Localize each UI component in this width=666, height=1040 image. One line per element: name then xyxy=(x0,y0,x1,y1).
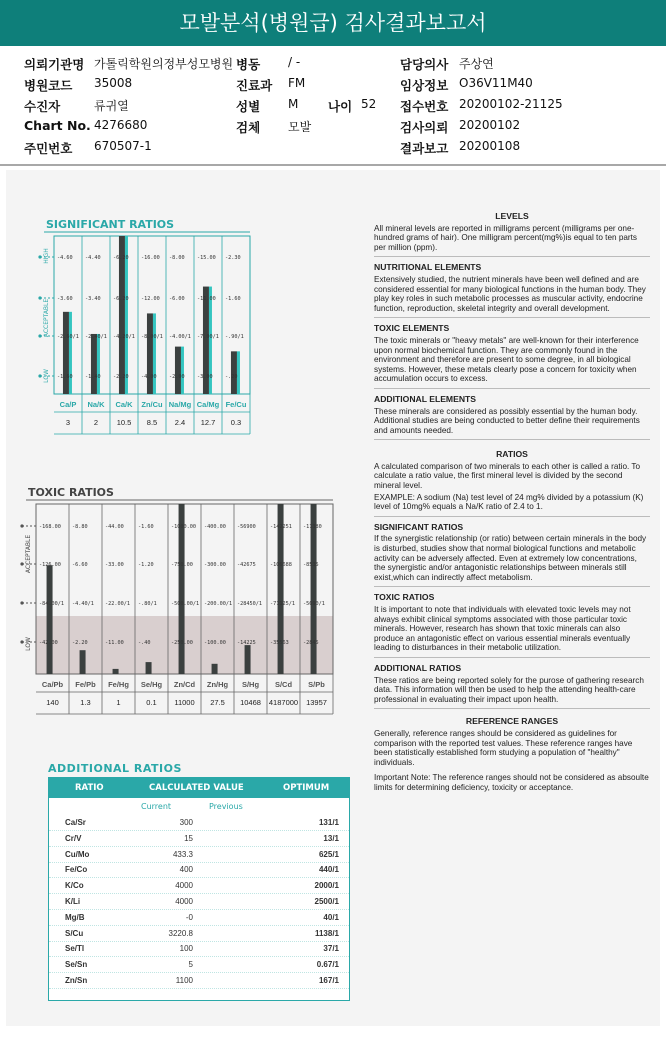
additional-ratios-text: These ratios are being reported solely for the purose of gathering research data. This information will then be used to help the attending health-care professional in evaluating their impact upon health. xyxy=(374,675,644,704)
ratio-name: S/Hg xyxy=(241,680,260,689)
tick-label: -1.40 xyxy=(85,374,101,380)
levels-text: All mineral levels are reported in milligrams percent (milligrams per one-hundred grams of hair). One milligram percent(mg%)is equal to ten parts per million (ppm). xyxy=(374,223,638,252)
tick-label: -.80/1 xyxy=(138,601,157,607)
tick-label: -15.00 xyxy=(197,255,216,261)
additional-row xyxy=(49,831,349,847)
label-resident-no: 주민번호 xyxy=(24,141,73,156)
ratio-name: Zn/Hg xyxy=(206,680,229,689)
ratio-result: 10.5 xyxy=(116,418,132,427)
ratio-result: 11000 xyxy=(174,698,195,707)
tick-label: -4.00 xyxy=(141,374,157,380)
ratio-name: Zn/Cd xyxy=(173,680,196,689)
ratio-bar xyxy=(80,650,86,674)
label-department: 진료과 xyxy=(236,78,273,93)
tick-label: -2.20 xyxy=(72,640,88,646)
header-ratio: RATIO xyxy=(75,783,104,793)
range-label: ACCEPTABLE xyxy=(43,298,50,338)
ratio-bar-accent xyxy=(181,347,184,394)
additional-row xyxy=(49,957,349,973)
additional-row xyxy=(49,926,349,942)
label-receipt-no: 접수번호 xyxy=(400,99,449,114)
ratio-name: Fe/Cu xyxy=(225,400,247,409)
tick-label: -42675 xyxy=(237,562,256,568)
additional-row xyxy=(49,941,349,957)
tick-label: -33.00 xyxy=(105,562,124,568)
tick-label: -8.80 xyxy=(72,524,88,530)
tick-label: -750.00 xyxy=(171,562,193,568)
value-sex: M xyxy=(288,97,299,111)
current-cell: 5 xyxy=(188,960,193,970)
ratio-cell: K/Co xyxy=(65,881,84,891)
tick-label: -1.60 xyxy=(57,374,73,380)
tick-label: -8535 xyxy=(303,562,319,568)
current-cell: 15 xyxy=(184,833,193,843)
value-department: FM xyxy=(288,76,306,90)
label-sex: 성별 xyxy=(236,99,261,114)
ratio-bar xyxy=(147,313,153,394)
additional-elements-heading: ADDITIONAL ELEMENTS xyxy=(374,393,477,404)
label-doctor: 담당의사 xyxy=(400,57,449,72)
toxic-elements-heading: TOXIC ELEMENTS xyxy=(374,323,450,334)
current-cell: 1100 xyxy=(175,976,193,985)
tick-label: -56900 xyxy=(237,524,256,530)
ratio-name: Ca/P xyxy=(59,400,77,409)
tick-label: -3.60 xyxy=(57,296,73,302)
ratio-name: Ca/Pb xyxy=(41,680,64,689)
ratio-result: 8.5 xyxy=(146,418,158,427)
header-calculated: CALCULATED VALUE xyxy=(149,783,244,793)
header-current: Current xyxy=(141,802,172,811)
value-request-date: 20200102 xyxy=(459,118,521,132)
value-hospital-code: 35008 xyxy=(94,76,133,90)
value-clinical-info: O36V11M40 xyxy=(459,76,533,90)
ratio-name: Fe/Hg xyxy=(108,680,129,689)
ratio-cell: S/Cu xyxy=(65,928,84,938)
tick-label: -4.00/1 xyxy=(169,334,191,340)
current-cell: 400 xyxy=(179,865,193,875)
ratio-name: S/Cd xyxy=(274,680,293,689)
tick-label: -4.40/1 xyxy=(72,601,94,607)
tick-label: -1000.00 xyxy=(171,524,196,530)
divider xyxy=(374,388,650,389)
tick-label: -2.60/1 xyxy=(57,334,79,340)
tick-label: -142251 xyxy=(270,524,292,530)
tick-label: -6.20 xyxy=(113,255,129,261)
report-title: 모발분석(병원급) 검사결과보고서 xyxy=(0,0,666,46)
levels-heading: LEVELS xyxy=(495,211,529,221)
tick-label: -6.20 xyxy=(113,296,129,302)
ratio-bar-accent xyxy=(69,312,72,394)
optimum-cell: 625/1 xyxy=(318,849,339,859)
tick-label: -3.40 xyxy=(85,296,101,302)
value-patient: 류귀열 xyxy=(94,99,129,113)
ratio-result: 4187000 xyxy=(268,698,299,707)
current-cell: 3220.8 xyxy=(168,928,193,938)
ratio-bar xyxy=(47,565,53,674)
chart-title: TOXIC RATIOS xyxy=(28,486,114,499)
info-divider xyxy=(0,164,666,166)
optimum-cell: 2500/1 xyxy=(314,897,339,906)
tick-dot xyxy=(20,640,23,643)
optimum-cell: 1138/1 xyxy=(314,928,339,938)
tick-label: -250.00 xyxy=(171,640,193,646)
ratio-name: Na/K xyxy=(87,400,105,409)
ratios-text: A calculated comparison of two minerals to each other is called a ratio. To calculate a ratio value, the first mineral level is divided by the second mineral level. xyxy=(374,461,641,491)
ratio-result: 2.4 xyxy=(174,418,186,427)
ratio-bar xyxy=(212,664,218,674)
ratio-bar xyxy=(146,662,152,674)
tick-label: -1.60 xyxy=(138,524,154,530)
current-cell: 100 xyxy=(179,944,193,954)
optimum-cell: 0.67/1 xyxy=(316,960,339,970)
label-chart-no: Chart No. xyxy=(24,118,91,133)
ratio-name: S/Pb xyxy=(308,680,325,689)
ratio-bar xyxy=(231,351,237,394)
tick-label: -4.40 xyxy=(85,255,101,261)
ratio-result: 0.3 xyxy=(230,418,242,427)
divider xyxy=(374,657,650,658)
current-cell: 4000 xyxy=(175,881,193,891)
tick-label: -3.00 xyxy=(197,374,213,380)
significant-ratios-text: If the synergistic relationship (or ratio) between certain minerals in the body is disturbed, studies show that normal biological functions and metabolic activity can be adversely affected. Even at extremely low concentrations, the synergistic and/or antagonistic relationships between minerals still exist,which can indirectly affect metabolism. xyxy=(374,534,647,582)
important-note: Important Note: The reference ranges should not be considered as absoulte limits for determining deficiency, toxicity or acceptance. xyxy=(374,773,649,792)
tick-label: -.20 xyxy=(225,374,238,380)
tick-label: -12.00 xyxy=(141,296,160,302)
tick-label: -1.20 xyxy=(138,562,154,568)
tick-dot xyxy=(38,296,41,299)
ratio-cell: Cu/Mo xyxy=(65,849,90,859)
ratio-cell: Cr/V xyxy=(65,833,82,843)
ratio-cell: Se/Tl xyxy=(65,944,85,954)
ratio-name: Ca/K xyxy=(115,400,133,409)
divider xyxy=(374,708,650,709)
ratio-result: 140 xyxy=(46,698,59,707)
nutritional-text: Extensively studied, the nutrient minerals have been well defined and are considered essential for many biological functions in the human body. They play key roles in such metabolic processes as muscular activity, endocrine function, reproduction, skeletal integrity and overall development. xyxy=(374,274,646,313)
ratio-cell: Mg/B xyxy=(65,912,85,922)
tick-label: -.40 xyxy=(138,640,151,646)
tick-label: -300.00 xyxy=(204,562,226,568)
ratio-cell: Se/Sn xyxy=(65,960,88,970)
ratio-name: Se/Hg xyxy=(140,680,163,689)
reference-ranges-heading: REFERENCE RANGES xyxy=(465,716,559,727)
ratio-result: 2 xyxy=(93,418,99,427)
optimum-cell: 40/1 xyxy=(323,912,339,922)
additional-header xyxy=(49,778,349,798)
tick-label: -.90/1 xyxy=(225,334,244,340)
range-label: HIGH xyxy=(43,248,50,264)
tick-label: -16.00 xyxy=(141,255,160,261)
label-ward: 병동 xyxy=(236,57,261,72)
additional-ratios-heading: ADDITIONAL RATIOS xyxy=(374,662,462,673)
ratio-result: 27.5 xyxy=(210,698,225,707)
additional-row xyxy=(49,815,349,831)
tick-dot xyxy=(38,255,41,258)
ratio-bar-accent xyxy=(237,351,240,394)
label-specimen: 검체 xyxy=(236,120,261,135)
tick-label: -4.60 xyxy=(57,255,73,261)
tick-label: -7.00/1 xyxy=(197,334,219,340)
tick-dot xyxy=(20,562,23,565)
ratio-name: Ca/Mg xyxy=(196,400,220,409)
ratios-example: EXAMPLE: A sodium (Na) test level of 24 mg% divided by a potassium (K) level of 10mg% equals a Na/K ratio of 2.4 to 1. xyxy=(374,492,644,512)
label-patient: 수진자 xyxy=(24,99,61,114)
tick-label: -42.00 xyxy=(39,640,58,646)
tick-label: -200.00/1 xyxy=(204,601,233,607)
optimum-cell: 37/1 xyxy=(323,944,339,954)
value-receipt-no: 20200102-21125 xyxy=(459,97,563,111)
value-specimen: 모발 xyxy=(288,120,312,134)
ratio-result: 10468 xyxy=(240,698,261,707)
ratio-name: Zn/Cu xyxy=(141,400,163,409)
label-age: 나이 xyxy=(328,99,353,114)
current-cell: -0 xyxy=(185,912,193,922)
ratio-bar-accent xyxy=(153,313,156,394)
ratio-charts xyxy=(14,210,354,1010)
label-report-date: 결과보고 xyxy=(400,141,449,156)
ratio-result: 1 xyxy=(116,698,121,707)
current-cell: 433.3 xyxy=(172,849,193,859)
nutritional-heading: NUTRITIONAL ELEMENTS xyxy=(374,262,482,273)
value-report-date: 20200108 xyxy=(459,139,521,153)
tick-label: -44.00 xyxy=(105,524,124,530)
additional-elements-text: These minerals are considered as possibly essential by the human body. Additional studies are being conducted to better define their requirements and amounts needed. xyxy=(374,406,640,435)
tick-label: -500.00/1 xyxy=(171,601,200,607)
ratio-cell: Zn/Sn xyxy=(65,976,88,985)
tick-label: -22.00/1 xyxy=(105,601,130,607)
additional-ratios-title: ADDITIONAL RATIOS xyxy=(48,762,182,775)
range-label: LOW xyxy=(25,637,32,651)
ratio-cell: Ca/Sr xyxy=(65,818,86,827)
tick-label: -2.40/1 xyxy=(85,334,107,340)
ratio-bar xyxy=(175,347,181,394)
ratio-result: 12.7 xyxy=(200,418,216,427)
tick-label: -126.00 xyxy=(39,562,61,568)
ratio-bar xyxy=(245,645,251,674)
additional-row xyxy=(49,894,349,910)
toxic-ratios-heading: TOXIC RATIOS xyxy=(374,592,435,603)
divider xyxy=(374,516,650,517)
range-label: ACCEPTABLE xyxy=(25,534,32,574)
optimum-cell: 440/1 xyxy=(318,865,339,875)
header-previous: Previous xyxy=(209,802,243,811)
ratio-result: 0.1 xyxy=(146,698,157,707)
tick-label: -400.00 xyxy=(204,524,226,530)
significant-ratios-chart xyxy=(14,216,354,466)
explanation-text xyxy=(374,206,650,1012)
additional-row xyxy=(49,878,349,894)
ratio-result: 3 xyxy=(65,418,71,427)
current-cell: 4000 xyxy=(175,897,193,906)
additional-row xyxy=(49,847,349,863)
ratio-bar xyxy=(91,334,97,394)
label-clinical-info: 임상정보 xyxy=(400,78,449,93)
tick-label: -11.00 xyxy=(105,640,124,646)
tick-label: -8.00/1 xyxy=(141,334,163,340)
ratios-heading: RATIOS xyxy=(496,449,528,460)
ratio-bar xyxy=(63,312,69,394)
label-request-date: 검사의뢰 xyxy=(400,120,449,135)
tick-dot xyxy=(38,374,41,377)
value-institution: 가톨릭학원의정부성모병원 xyxy=(94,57,234,71)
tick-label: -5690/1 xyxy=(303,601,325,607)
value-resident-no: 670507-1 xyxy=(94,139,152,153)
tick-label: -14225 xyxy=(237,640,256,646)
report-scan xyxy=(6,170,660,1026)
divider xyxy=(374,256,650,257)
tick-label: -2.00 xyxy=(169,374,185,380)
toxic-elements-text: The toxic minerals or "heavy metals" are well-known for their interference upon normal biochemical function. They are commonly found in the environment and therefore are present to some degree, in all biological systems. However, these metals clearly pose a concern for toxicity when accumulation occurs to excess. xyxy=(374,335,639,384)
value-ward: / - xyxy=(288,55,301,69)
patient-info xyxy=(0,46,666,168)
tick-dot xyxy=(38,334,41,337)
label-institution: 의뢰기관명 xyxy=(24,57,85,72)
tick-label: -2845 xyxy=(303,640,319,646)
ratio-result: 1.3 xyxy=(80,698,91,707)
reference-ranges-text: Generally, reference ranges should be considered as guidelines for comparison with the reported test values. These reference ranges have been statistically established form studying a population of "healthy" individuals. xyxy=(374,728,633,767)
optimum-cell: 131/1 xyxy=(318,818,339,827)
range-label: LOW xyxy=(43,369,50,383)
ratio-result: 13957 xyxy=(306,698,327,707)
tick-label: -8.00 xyxy=(169,255,185,261)
tick-label: -11.00 xyxy=(197,296,216,302)
ratio-bar-accent xyxy=(97,334,100,394)
tick-label: -11380 xyxy=(303,524,322,530)
divider xyxy=(374,586,650,587)
chart-title: SIGNIFICANT RATIOS xyxy=(46,218,175,231)
tick-label: -106688 xyxy=(270,562,292,568)
value-doctor: 주상연 xyxy=(459,57,494,71)
label-hospital-code: 병원코드 xyxy=(24,78,73,93)
tick-label: -84.00/1 xyxy=(39,601,64,607)
optimum-cell: 167/1 xyxy=(318,976,339,985)
additional-rows xyxy=(49,815,349,1000)
tick-label: -6.00 xyxy=(169,296,185,302)
tick-label: -35563 xyxy=(270,640,289,646)
optimum-cell: 2000/1 xyxy=(314,881,339,891)
tick-label: -2.20 xyxy=(113,374,129,380)
tick-label: -100.00 xyxy=(204,640,226,646)
current-cell: 300 xyxy=(179,818,193,827)
tick-label: -2.30 xyxy=(225,255,241,261)
additional-row xyxy=(49,910,349,926)
ratio-name: Na/Mg xyxy=(168,400,192,409)
additional-row xyxy=(49,862,349,878)
tick-label: -168.00 xyxy=(39,524,61,530)
header-optimum: OPTIMUM xyxy=(283,783,330,793)
tick-label: -28450/1 xyxy=(237,601,262,607)
toxic-ratios-chart xyxy=(14,484,354,734)
optimum-cell: 13/1 xyxy=(323,833,339,843)
tick-label: -71125/1 xyxy=(270,601,295,607)
additional-row xyxy=(49,973,349,989)
tick-label: -4.20/1 xyxy=(113,334,135,340)
ratio-name: Fe/Pb xyxy=(75,680,96,689)
tick-dot xyxy=(20,601,23,604)
tick-label: -1.60 xyxy=(225,296,241,302)
significant-ratios-heading: SIGNIFICANT RATIOS xyxy=(374,521,464,532)
ratio-cell: Fe/Co xyxy=(65,865,88,875)
toxic-ratios-text: It is important to note that individuals with elevated toxic levels may not always exhibit clinical symptoms associated with those particular toxic minerals. However, research has shown that toxic minerals can also produce an antagonistic effect on various essential minerals eventually leading to disturbances in their metabolic utilization. xyxy=(374,605,631,653)
ratio-cell: K/Li xyxy=(65,897,81,906)
value-chart-no: 4276680 xyxy=(94,118,148,132)
tick-label: -6.60 xyxy=(72,562,88,568)
divider xyxy=(374,317,650,318)
ratio-bar xyxy=(113,669,119,674)
tick-dot xyxy=(20,524,23,527)
divider xyxy=(374,439,650,440)
additional-ratios-table xyxy=(48,777,350,1001)
value-age: 52 xyxy=(361,97,377,111)
